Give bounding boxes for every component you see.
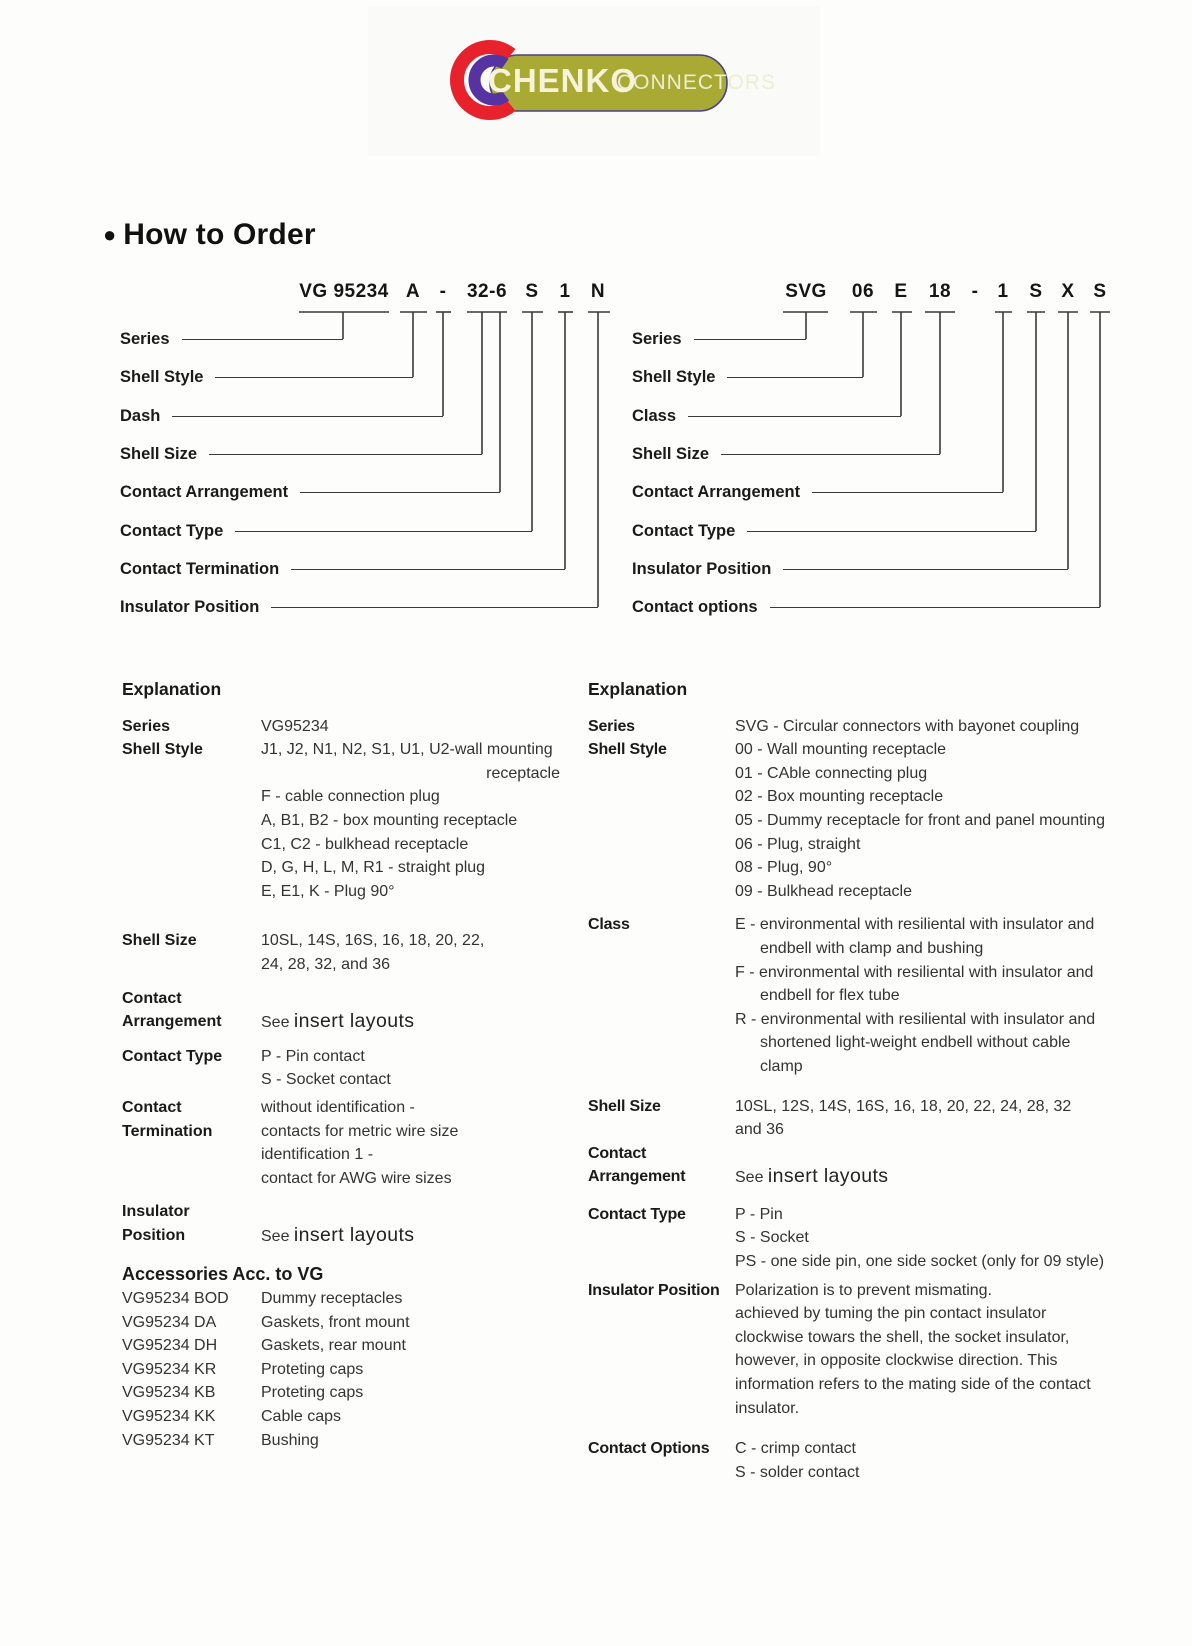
row-value-line: 08 - Plug, 90° (735, 859, 833, 877)
row-value-line: PS - one side pin, one side socket (only for 09 style) (735, 1253, 1105, 1271)
accessory-desc: Proteting caps (261, 1360, 364, 1378)
diagram-label-series-r (632, 327, 806, 351)
leader-line (694, 339, 806, 340)
row-value-line: E, E1, K - Plug 90° (261, 882, 395, 900)
explanation-heading: Explanation (122, 679, 222, 699)
row-value-line: information refers to the mating side of the contact (735, 1376, 1091, 1394)
code-part-shell-style: A (405, 281, 421, 302)
row-value-line: E - environmental with resiliental with insulator and (735, 916, 1095, 934)
row-label: Arrangement (122, 1013, 222, 1031)
see-text: See (261, 1227, 290, 1245)
row-contact-options (588, 1437, 1128, 1484)
row-label-line: Contact (122, 1098, 182, 1116)
row-contact-arrangement-2 (588, 1165, 1128, 1190)
leader-line (172, 416, 443, 417)
code-part-dash-r: - (971, 281, 979, 302)
row-value-line: achieved by tuming the pin contact insulator (735, 1305, 1047, 1323)
leader-line (291, 569, 565, 570)
bullet-icon: ● (103, 222, 117, 247)
code-part-options-r: S (1093, 281, 1107, 302)
leader-line (688, 416, 901, 417)
accessory-desc: Cable caps (261, 1408, 342, 1426)
diagram-label-contact-type (120, 519, 532, 543)
row-value-line: contacts for metric wire size (261, 1122, 459, 1140)
label-text: Series (120, 329, 170, 348)
label-text: Class (632, 406, 677, 425)
accessory-code: VG95234 KT (122, 1431, 215, 1449)
code-part-class-r: E (894, 281, 908, 302)
diagram-label-insulator-position-r (632, 557, 1068, 581)
row-class (588, 913, 1128, 1078)
leader-line (215, 377, 413, 378)
row-value-line: C - crimp contact (735, 1440, 856, 1458)
row-label: Contact Type (588, 1205, 686, 1223)
diagram-label-contact-type-r (632, 519, 1036, 543)
explanation-left (122, 678, 578, 1452)
code-part-insulator-r: X (1061, 281, 1075, 302)
row-value-line: 02 - Box mounting receptacle (735, 788, 944, 806)
row-value-line: S - Socket contact (261, 1071, 391, 1089)
label-text: Contact Termination (120, 559, 280, 578)
row-value-line: endbell with clamp and bushing (760, 939, 984, 957)
row-label (122, 1096, 261, 1143)
insert-layouts-text: insert layouts (767, 1165, 889, 1188)
row-value-line (261, 1010, 578, 1035)
row-label: Series (588, 717, 635, 735)
accessory-row (122, 1311, 578, 1335)
row-value-line: 10SL, 14S, 16S, 16, 18, 20, 22, (261, 932, 485, 950)
row-value-line: F - cable connection plug (261, 788, 440, 806)
row-insulator-1 (122, 1200, 578, 1224)
row-value-line: S - Socket (735, 1229, 809, 1247)
diagram-label-class-r (632, 404, 901, 428)
code-part-dash: - (439, 281, 447, 302)
row-label: Shell Size (588, 1097, 661, 1115)
leader-line (770, 607, 1100, 608)
row-value: SVG - Circular connectors with bayonet coupling (735, 717, 1080, 735)
label-text: Contact Arrangement (632, 482, 801, 501)
code-part-shell-size: 32-6 (466, 281, 508, 302)
row-value-line: 10SL, 12S, 14S, 16S, 16, 18, 20, 22, 24, 28, 32 (735, 1097, 1072, 1115)
accessory-desc: Gaskets, rear mount (261, 1337, 406, 1355)
row-label: Shell Size (122, 932, 197, 950)
leader-line (721, 454, 940, 455)
code-part-contact-type-r: S (1029, 281, 1043, 302)
row-value-line: endbell for flex tube (760, 987, 900, 1005)
code-part-arrangement-r: 1 (997, 281, 1009, 302)
row-insulator-position (588, 1279, 1128, 1421)
row-value-line: D, G, H, L, M, R1 - straight plug (261, 859, 486, 877)
diagram-label-contact-termination (120, 557, 565, 581)
row-contact-arrangement-1 (122, 987, 578, 1011)
label-text: Shell Style (120, 367, 204, 386)
row-contact-termination (122, 1096, 578, 1190)
row-contact-arrangement-1 (588, 1142, 1128, 1166)
row-shell-style (588, 738, 1128, 903)
row-value-line: C1, C2 - bulkhead receptacle (261, 835, 469, 853)
row-label: Arrangement (588, 1168, 686, 1186)
accessory-row (122, 1358, 578, 1382)
diagram-label-contact-options-r (632, 595, 1100, 619)
row-value-line: 06 - Plug, straight (735, 835, 861, 853)
row-value-line: 24, 28, 32, and 36 (261, 955, 390, 973)
label-text: Shell Size (120, 444, 198, 463)
leader-line (747, 531, 1036, 532)
row-value-line: A, B1, B2 - box mounting receptacle (261, 811, 518, 829)
label-text: Shell Style (632, 367, 716, 386)
page-title-text: How to Order (123, 218, 316, 251)
row-label: Shell Style (588, 741, 667, 759)
label-text: Contact Type (120, 521, 224, 540)
diagram-label-contact-arrangement-r (632, 480, 1003, 504)
leader-line (783, 569, 1068, 570)
row-value-line: R - environmental with resiliental with insulator and (735, 1010, 1096, 1028)
accessory-code: VG95234 KR (122, 1360, 217, 1378)
insert-layouts-text: insert layouts (293, 1223, 415, 1246)
accessory-row (122, 1381, 578, 1405)
accessory-code: VG95234 KK (122, 1408, 216, 1426)
leader-line (812, 492, 1003, 493)
row-value-line: shortened light-weight endbell without cable (760, 1034, 1071, 1052)
code-part-series-r: SVG (785, 281, 827, 302)
row-value-line: clockwise towars the shell, the socket insulator, (735, 1328, 1070, 1346)
row-value-line (735, 1165, 1128, 1190)
row-contact-arrangement-2 (122, 1010, 578, 1035)
row-value-line: without identification - (261, 1098, 415, 1116)
accessory-code: VG95234 KB (122, 1384, 216, 1402)
accessory-row (122, 1334, 578, 1358)
row-label: Contact (122, 989, 182, 1007)
accessory-code: VG95234 DH (122, 1337, 218, 1355)
row-insulator-2 (122, 1224, 578, 1249)
row-label: Series (122, 717, 171, 735)
row-value-line: S - solder contact (735, 1463, 860, 1481)
see-text: See (735, 1169, 764, 1187)
accessory-code: VG95234 DA (122, 1313, 217, 1331)
label-text: Contact Arrangement (120, 482, 289, 501)
logo-brand-text: CHENKO (488, 62, 638, 99)
diagram-label-shell-size-r (632, 442, 940, 466)
accessory-desc: Dummy receptacles (261, 1290, 403, 1308)
row-value-line: P - Pin (735, 1205, 783, 1223)
diagram-label-contact-arrangement (120, 480, 500, 504)
diagram-label-dash (120, 404, 443, 428)
diagram-label-shell-style-r (632, 365, 863, 389)
code-part-contact-type: S (525, 281, 539, 302)
row-value-line: 00 - Wall mounting receptacle (735, 741, 947, 759)
row-value-line: however, in opposite clockwise direction. This (735, 1352, 1058, 1370)
accessory-desc: Bushing (261, 1431, 319, 1449)
accessory-desc: Proteting caps (261, 1384, 364, 1402)
accessories-heading: Accessories Acc. to VG (122, 1264, 324, 1285)
code-part-shell-size-r: 18 (928, 281, 952, 302)
code-part-termination: 1 (559, 281, 571, 302)
row-value-line: insulator. (735, 1399, 800, 1417)
leader-line (182, 339, 343, 340)
row-contact-type (122, 1045, 578, 1092)
label-text: Contact options (632, 597, 758, 616)
row-label: Class (588, 916, 630, 934)
row-value-line: and 36 (735, 1121, 784, 1139)
row-series (588, 715, 1128, 739)
leader-line (271, 607, 598, 608)
accessory-row (122, 1429, 578, 1453)
row-label: Contact Type (122, 1047, 223, 1065)
accessory-row (122, 1287, 578, 1311)
leader-line (209, 454, 482, 455)
row-label: Insulator (122, 1203, 190, 1221)
leader-line (235, 531, 532, 532)
label-text: Insulator Position (120, 597, 260, 616)
row-series (122, 715, 578, 739)
code-part-series: VG 95234 (299, 281, 389, 302)
row-label: Insulator Position (588, 1281, 720, 1299)
insert-layouts-text: insert layouts (293, 1010, 415, 1033)
see-text: See (261, 1014, 290, 1032)
label-text: Series (632, 329, 682, 348)
label-text: Dash (120, 406, 161, 425)
row-value-line: identification 1 - (261, 1146, 374, 1164)
explanation-right (588, 678, 1128, 1484)
code-part-insulator: N (590, 281, 606, 302)
row-shell-size (122, 929, 578, 976)
page-title (103, 218, 316, 252)
row-value-line: 05 - Dummy receptacle for front and panel mounting (735, 811, 1105, 829)
label-text: Shell Size (632, 444, 710, 463)
diagram-label-shell-size (120, 442, 482, 466)
logo-suffix-text: CONNECTORS (617, 71, 776, 94)
diagram-label-shell-style (120, 365, 413, 389)
row-value-line: 01 - CAble connecting plug (735, 764, 928, 782)
row-value: VG95234 (261, 717, 329, 735)
row-value-line: receptacle (486, 764, 560, 782)
chenko-logo (368, 6, 820, 156)
row-shell-style (122, 738, 578, 903)
leader-line (300, 492, 500, 493)
row-label: Contact Options (588, 1440, 710, 1458)
row-label-line: Termination (122, 1122, 213, 1140)
row-value-line: clamp (760, 1057, 803, 1075)
leader-line (727, 377, 863, 378)
accessory-desc: Gaskets, front mount (261, 1313, 410, 1331)
diagram-label-insulator-position (120, 595, 598, 619)
accessory-row (122, 1405, 578, 1429)
row-value-line: Polarization is to prevent mismating. (735, 1281, 992, 1299)
diagram-label-series (120, 327, 343, 351)
row-contact-type (588, 1203, 1128, 1274)
row-value-line (261, 1224, 578, 1249)
code-part-shell-style-r: 06 (851, 281, 875, 302)
row-value-line: P - Pin contact (261, 1047, 365, 1065)
row-label: Contact (588, 1144, 647, 1162)
label-text: Insulator Position (632, 559, 772, 578)
accessory-code: VG95234 BOD (122, 1290, 229, 1308)
row-shell-size (588, 1095, 1128, 1142)
row-value-line: J1, J2, N1, N2, S1, U1, U2-wall mounting (261, 741, 553, 759)
row-label: Position (122, 1226, 186, 1244)
row-value-line: contact for AWG wire sizes (261, 1169, 452, 1187)
row-label: Shell Style (122, 741, 203, 759)
explanation-heading: Explanation (588, 679, 688, 699)
row-value-line: F - environmental with resiliental with insulator and (735, 963, 1094, 981)
label-text: Contact Type (632, 521, 736, 540)
row-value-line: 09 - Bulkhead receptacle (735, 882, 912, 900)
logo-panel (368, 6, 820, 156)
